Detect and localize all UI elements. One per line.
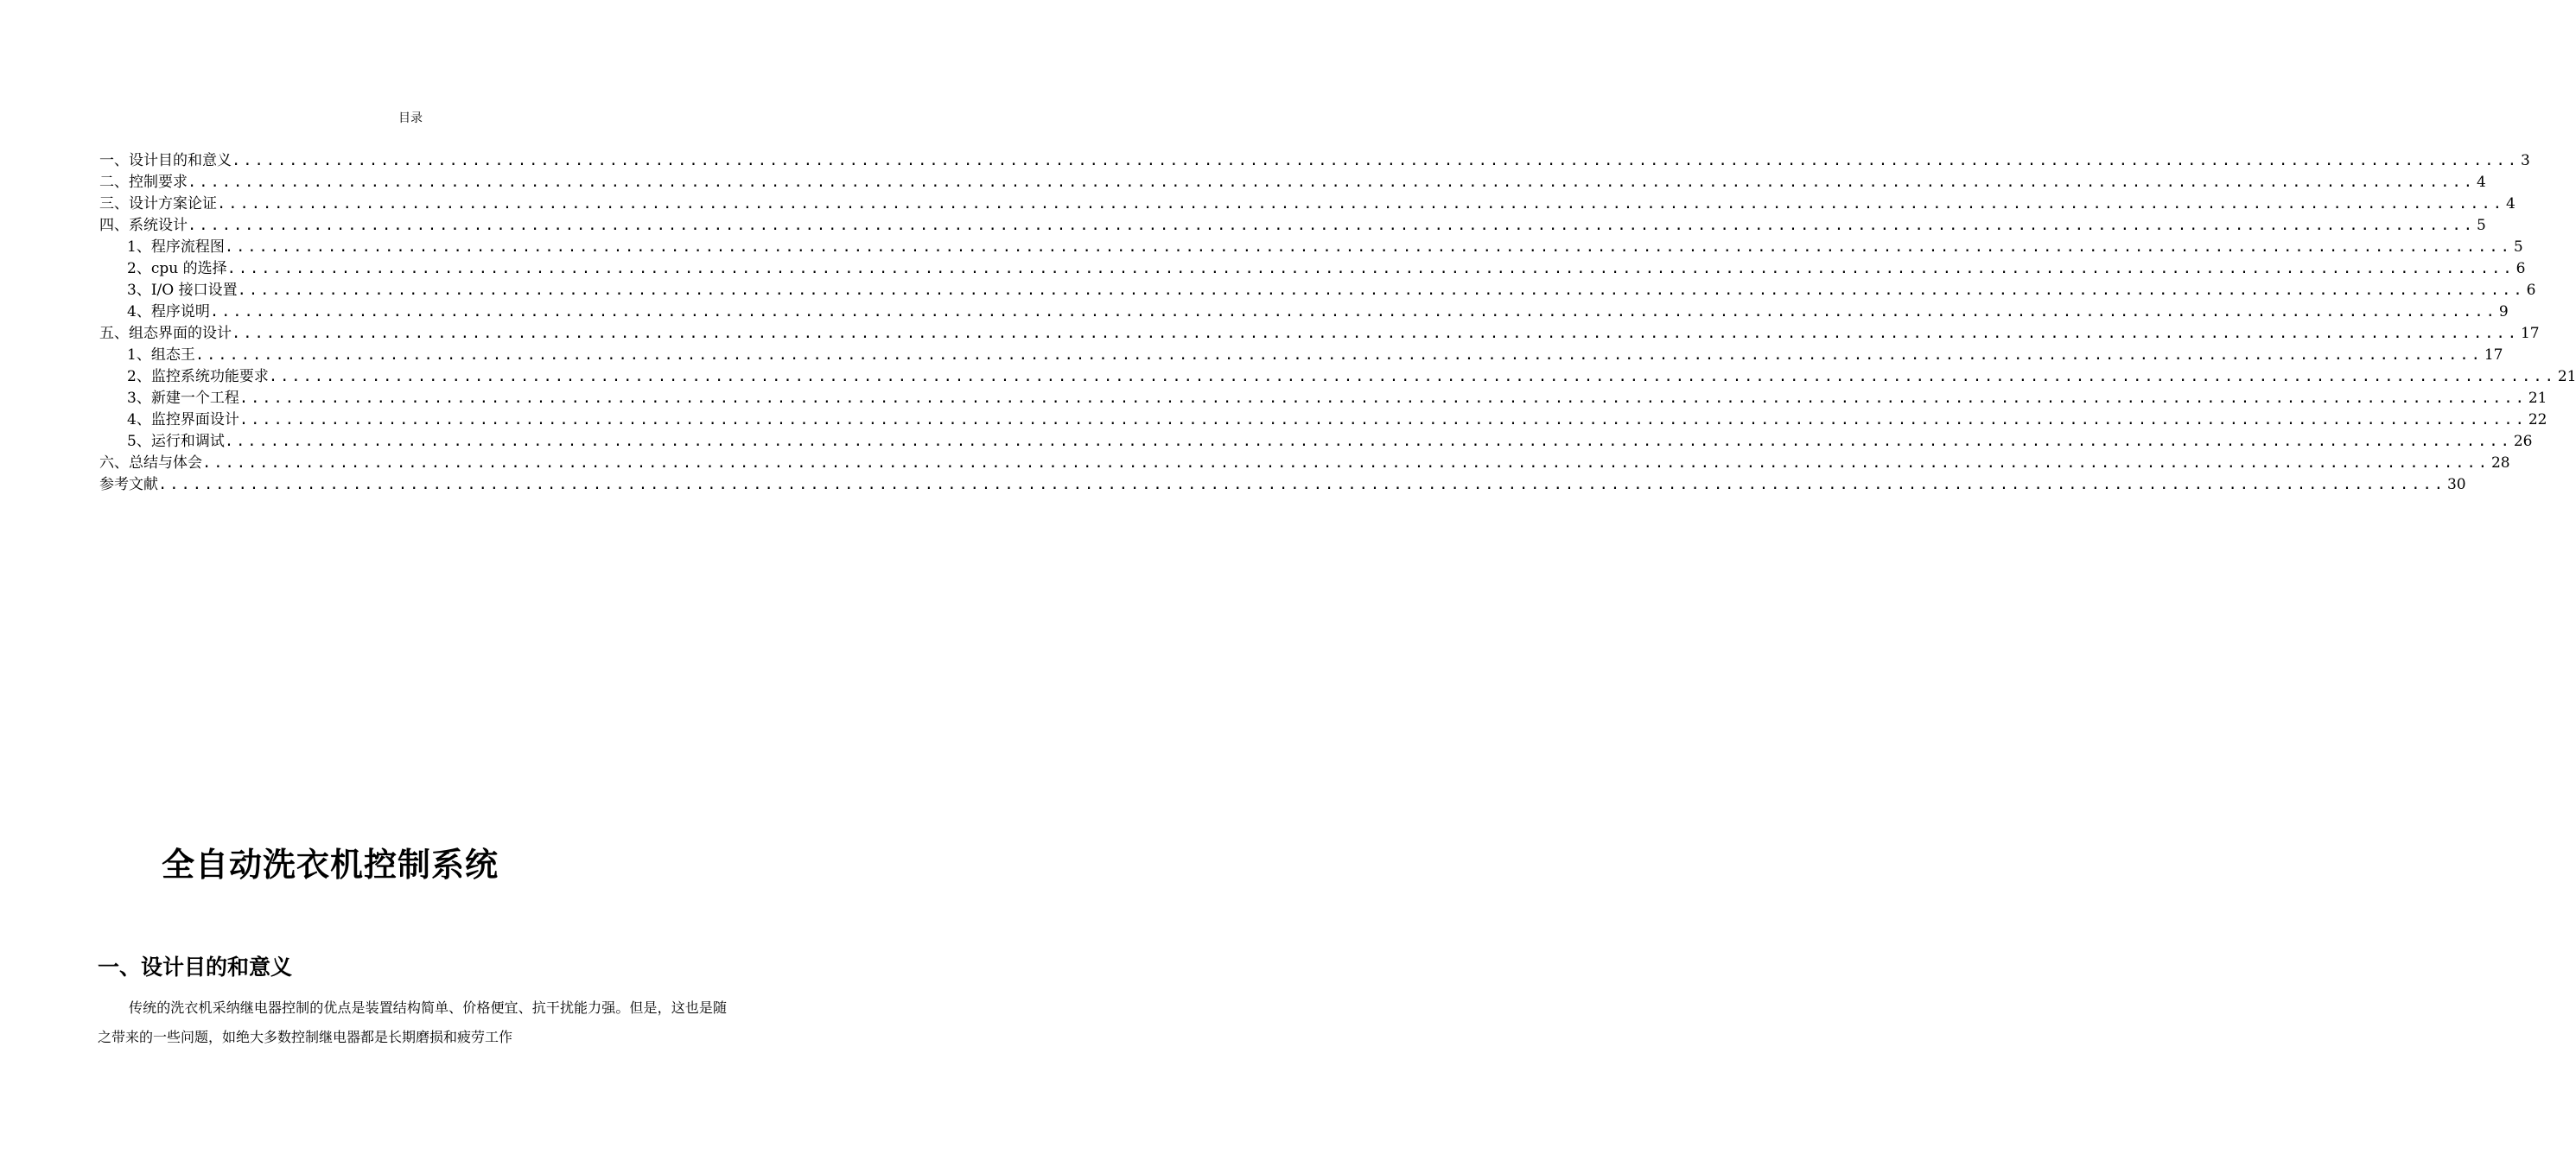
toc-entry[interactable]: [99, 388, 2547, 409]
toc-entry[interactable]: [99, 323, 2540, 345]
toc-page-number: 4: [2476, 174, 2486, 191]
toc-leader-dots: ........................................................................................................................................................................................................: [232, 325, 2519, 342]
toc-entry-label: 5、运行和调试: [127, 433, 225, 450]
toc-page-number: 5: [2476, 217, 2486, 234]
toc-leader-dots: ........................................................................................................................................................................................................: [239, 390, 2527, 407]
toc-entry[interactable]: [99, 194, 2516, 215]
toc-entry-label: 4、监控界面设计: [127, 411, 239, 428]
body-paragraph: 传统的洗衣机采纳继电器控制的优点是装置结构简单、价格便宜、抗干扰能力强。但是，这也是随之带来的一些问题，如绝大多数控制继电器都是长期磨损和疲劳工作: [98, 999, 727, 1045]
toc-page-number: 6: [2526, 282, 2536, 299]
toc-page-number: 6: [2516, 260, 2526, 277]
toc-entry-label: 3、I/O 接口设置: [127, 282, 238, 299]
toc-entry-label: 六、总结与体会: [99, 454, 202, 472]
toc-leader-dots: ........................................................................................................................................................................................................: [268, 368, 2556, 385]
toc-entry[interactable]: [99, 301, 2509, 323]
toc-page-number: 28: [2490, 454, 2510, 472]
toc-entry[interactable]: [99, 409, 2547, 431]
toc-leader-dots: ........................................................................................................................................................................................................: [224, 238, 2512, 256]
toc-entry[interactable]: [99, 366, 2576, 388]
toc-leader-dots: ........................................................................................................................................................................................................: [237, 282, 2525, 299]
toc-page-number: 17: [2484, 346, 2503, 364]
toc-page-number: 21: [2557, 368, 2576, 385]
toc-entry-label: 3、新建一个工程: [127, 390, 239, 407]
toc-entry-label: 参考文献: [99, 476, 158, 493]
toc-leader-dots: ........................................................................................................................................................................................................: [217, 195, 2504, 213]
toc-leader-dots: ........................................................................................................................................................................................................: [209, 303, 2497, 320]
toc-leader-dots: ........................................................................................................................................................................................................: [202, 454, 2490, 472]
toc-page-number: 4: [2505, 195, 2516, 213]
toc-entry-label: 五、组态界面的设计: [99, 325, 232, 342]
toc-entry[interactable]: [99, 215, 2486, 237]
toc-entry-label: 二、控制要求: [99, 174, 188, 191]
toc-page-number: 21: [2528, 390, 2547, 407]
toc-entry[interactable]: [99, 172, 2486, 194]
toc-page-number: 5: [2513, 238, 2523, 256]
toc-leader-dots: ........................................................................................................................................................................................................: [224, 433, 2512, 450]
toc-entry-label: 一、设计目的和意义: [99, 152, 232, 169]
toc-entry-label: 2、监控系统功能要求: [127, 368, 269, 385]
section-heading: 一、设计目的和意义: [98, 955, 293, 980]
toc-leader-dots: ........................................................................................................................................................................................................: [188, 174, 2475, 191]
table-of-contents: [99, 150, 2576, 496]
toc-entry[interactable]: [99, 150, 2530, 172]
toc-entry[interactable]: [99, 474, 2466, 496]
toc-leader-dots: ........................................................................................................................................................................................................: [239, 411, 2527, 428]
toc-leader-dots: ........................................................................................................................................................................................................: [158, 476, 2446, 493]
toc-leader-dots: ........................................................................................................................................................................................................: [194, 346, 2483, 364]
toc-page-number: 22: [2528, 411, 2547, 428]
toc-leader-dots: ........................................................................................................................................................................................................: [226, 260, 2515, 277]
toc-entry[interactable]: [99, 258, 2526, 280]
toc-entry[interactable]: [99, 237, 2523, 258]
toc-entry-label: 三、设计方案论证: [99, 195, 217, 213]
toc-entry-label: 1、程序流程图: [127, 238, 225, 256]
toc-entry-label: 四、系统设计: [99, 217, 188, 234]
toc-page-number: 30: [2446, 476, 2466, 493]
toc-leader-dots: ........................................................................................................................................................................................................: [188, 217, 2475, 234]
toc-entry[interactable]: [99, 431, 2533, 453]
toc-page-number: 9: [2498, 303, 2509, 320]
toc-entry[interactable]: [99, 280, 2536, 301]
toc-entry[interactable]: [99, 345, 2503, 366]
toc-title: 目录: [398, 111, 423, 125]
toc-page-number: 26: [2513, 433, 2533, 450]
toc-entry-label: 4、程序说明: [127, 303, 210, 320]
toc-page-number: 3: [2520, 152, 2530, 169]
toc-entry-label: 1、组态王: [127, 346, 195, 364]
toc-leader-dots: ........................................................................................................................................................................................................: [232, 152, 2519, 169]
toc-page-number: 17: [2520, 325, 2540, 342]
toc-entry[interactable]: [99, 453, 2510, 474]
document-title: 全自动洗衣机控制系统: [162, 846, 499, 884]
toc-entry-label: 2、cpu 的选择: [127, 260, 227, 277]
